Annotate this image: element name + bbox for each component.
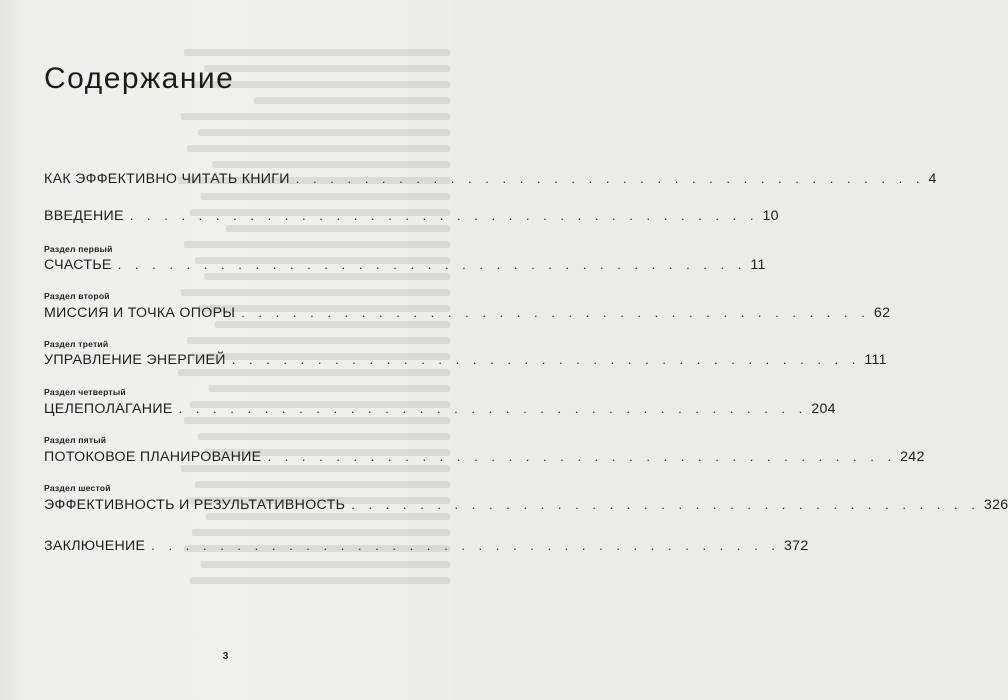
toc-leader-dots: . . . . . . . . . . . . . . . . . . . . . . . . . . . . . . . . . . . . . xyxy=(129,208,759,223)
toc-entry-label: СЧАСТЬЕ xyxy=(44,257,112,273)
toc-entry[interactable] xyxy=(44,497,1008,513)
toc-entry-page: 11 xyxy=(750,257,766,273)
section-label: Раздел четвертый xyxy=(44,387,126,397)
toc-leader-dots: . . . . . . . . . . . . . . . . . . . . . . . . . . . . . . . . . . . . . xyxy=(151,538,780,553)
section-label: Раздел третий xyxy=(44,339,109,349)
toc-entry-label: ЭФФЕКТИВНОСТЬ И РЕЗУЛЬТАТИВНОСТЬ xyxy=(44,497,346,513)
toc-entry-label: ЦЕЛЕПОЛАГАНИЕ xyxy=(44,401,173,417)
toc-leader-dots: . . . . . . . . . . . . . . . . . . . . . . . . . . . . . . . . . . . . . xyxy=(117,257,747,272)
toc-entry[interactable] xyxy=(44,352,887,368)
toc-entry-label: ВВЕДЕНИЕ xyxy=(44,208,124,224)
toc-entry-page: 62 xyxy=(873,305,891,321)
page-number: 3 xyxy=(222,651,229,662)
toc-entry[interactable] xyxy=(44,171,937,187)
toc-entry-label: ЗАКЛЮЧЕНИЕ xyxy=(44,538,146,554)
toc-entry[interactable] xyxy=(44,538,809,554)
toc-leader-dots: . . . . . . . . . . . . . . . . . . . . . . . . . . . . . . . . . . . . . xyxy=(267,449,897,464)
bleed-through-text xyxy=(170,40,450,660)
toc-entry-label: УПРАВЛЕНИЕ ЭНЕРГИЕЙ xyxy=(44,352,226,368)
toc-entry-page: 326 xyxy=(983,497,1008,513)
toc-leader-dots: . . . . . . . . . . . . . . . . . . . . . . . . . . . . . . . . . . . . . xyxy=(231,352,861,367)
toc-entry[interactable] xyxy=(44,257,766,273)
toc-entry[interactable] xyxy=(44,401,836,417)
toc-leader-dots: . . . . . . . . . . . . . . . . . . . . . . . . . . . . . . . . . . . . . xyxy=(241,305,870,320)
section-label: Раздел пятый xyxy=(44,435,107,445)
toc-entry-label: КАК ЭФФЕКТИВНО ЧИТАТЬ КНИГИ xyxy=(44,171,290,187)
toc-entry-page: 4 xyxy=(928,171,937,187)
toc-entry-page: 372 xyxy=(783,538,809,554)
toc-leader-dots: . . . . . . . . . . . . . . . . . . . . . . . . . . . . . . . . . . . . . xyxy=(178,401,808,416)
toc-leader-dots: . . . . . . . . . . . . . . . . . . . . . . . . . . . . . . . . . . . . . xyxy=(351,497,980,512)
toc-entry[interactable] xyxy=(44,208,779,224)
section-label: Раздел второй xyxy=(44,291,110,301)
page-title: Содержание xyxy=(44,62,235,95)
toc-entry[interactable] xyxy=(44,449,925,465)
toc-entry-label: ПОТОКОВОЕ ПЛАНИРОВАНИЕ xyxy=(44,449,262,465)
toc-entry-label: МИССИЯ И ТОЧКА ОПОРЫ xyxy=(44,305,236,321)
toc-entry-page: 111 xyxy=(864,352,887,368)
toc-entry-page: 10 xyxy=(762,208,779,224)
toc-leader-dots: . . . . . . . . . . . . . . . . . . . . . . . . . . . . . . . . . . . . . xyxy=(295,171,925,186)
section-label: Раздел шестой xyxy=(44,483,111,493)
toc-entry-page: 204 xyxy=(811,401,836,417)
toc-entry[interactable] xyxy=(44,305,891,321)
section-label: Раздел первый xyxy=(44,244,113,254)
toc-entry-page: 242 xyxy=(900,449,925,465)
